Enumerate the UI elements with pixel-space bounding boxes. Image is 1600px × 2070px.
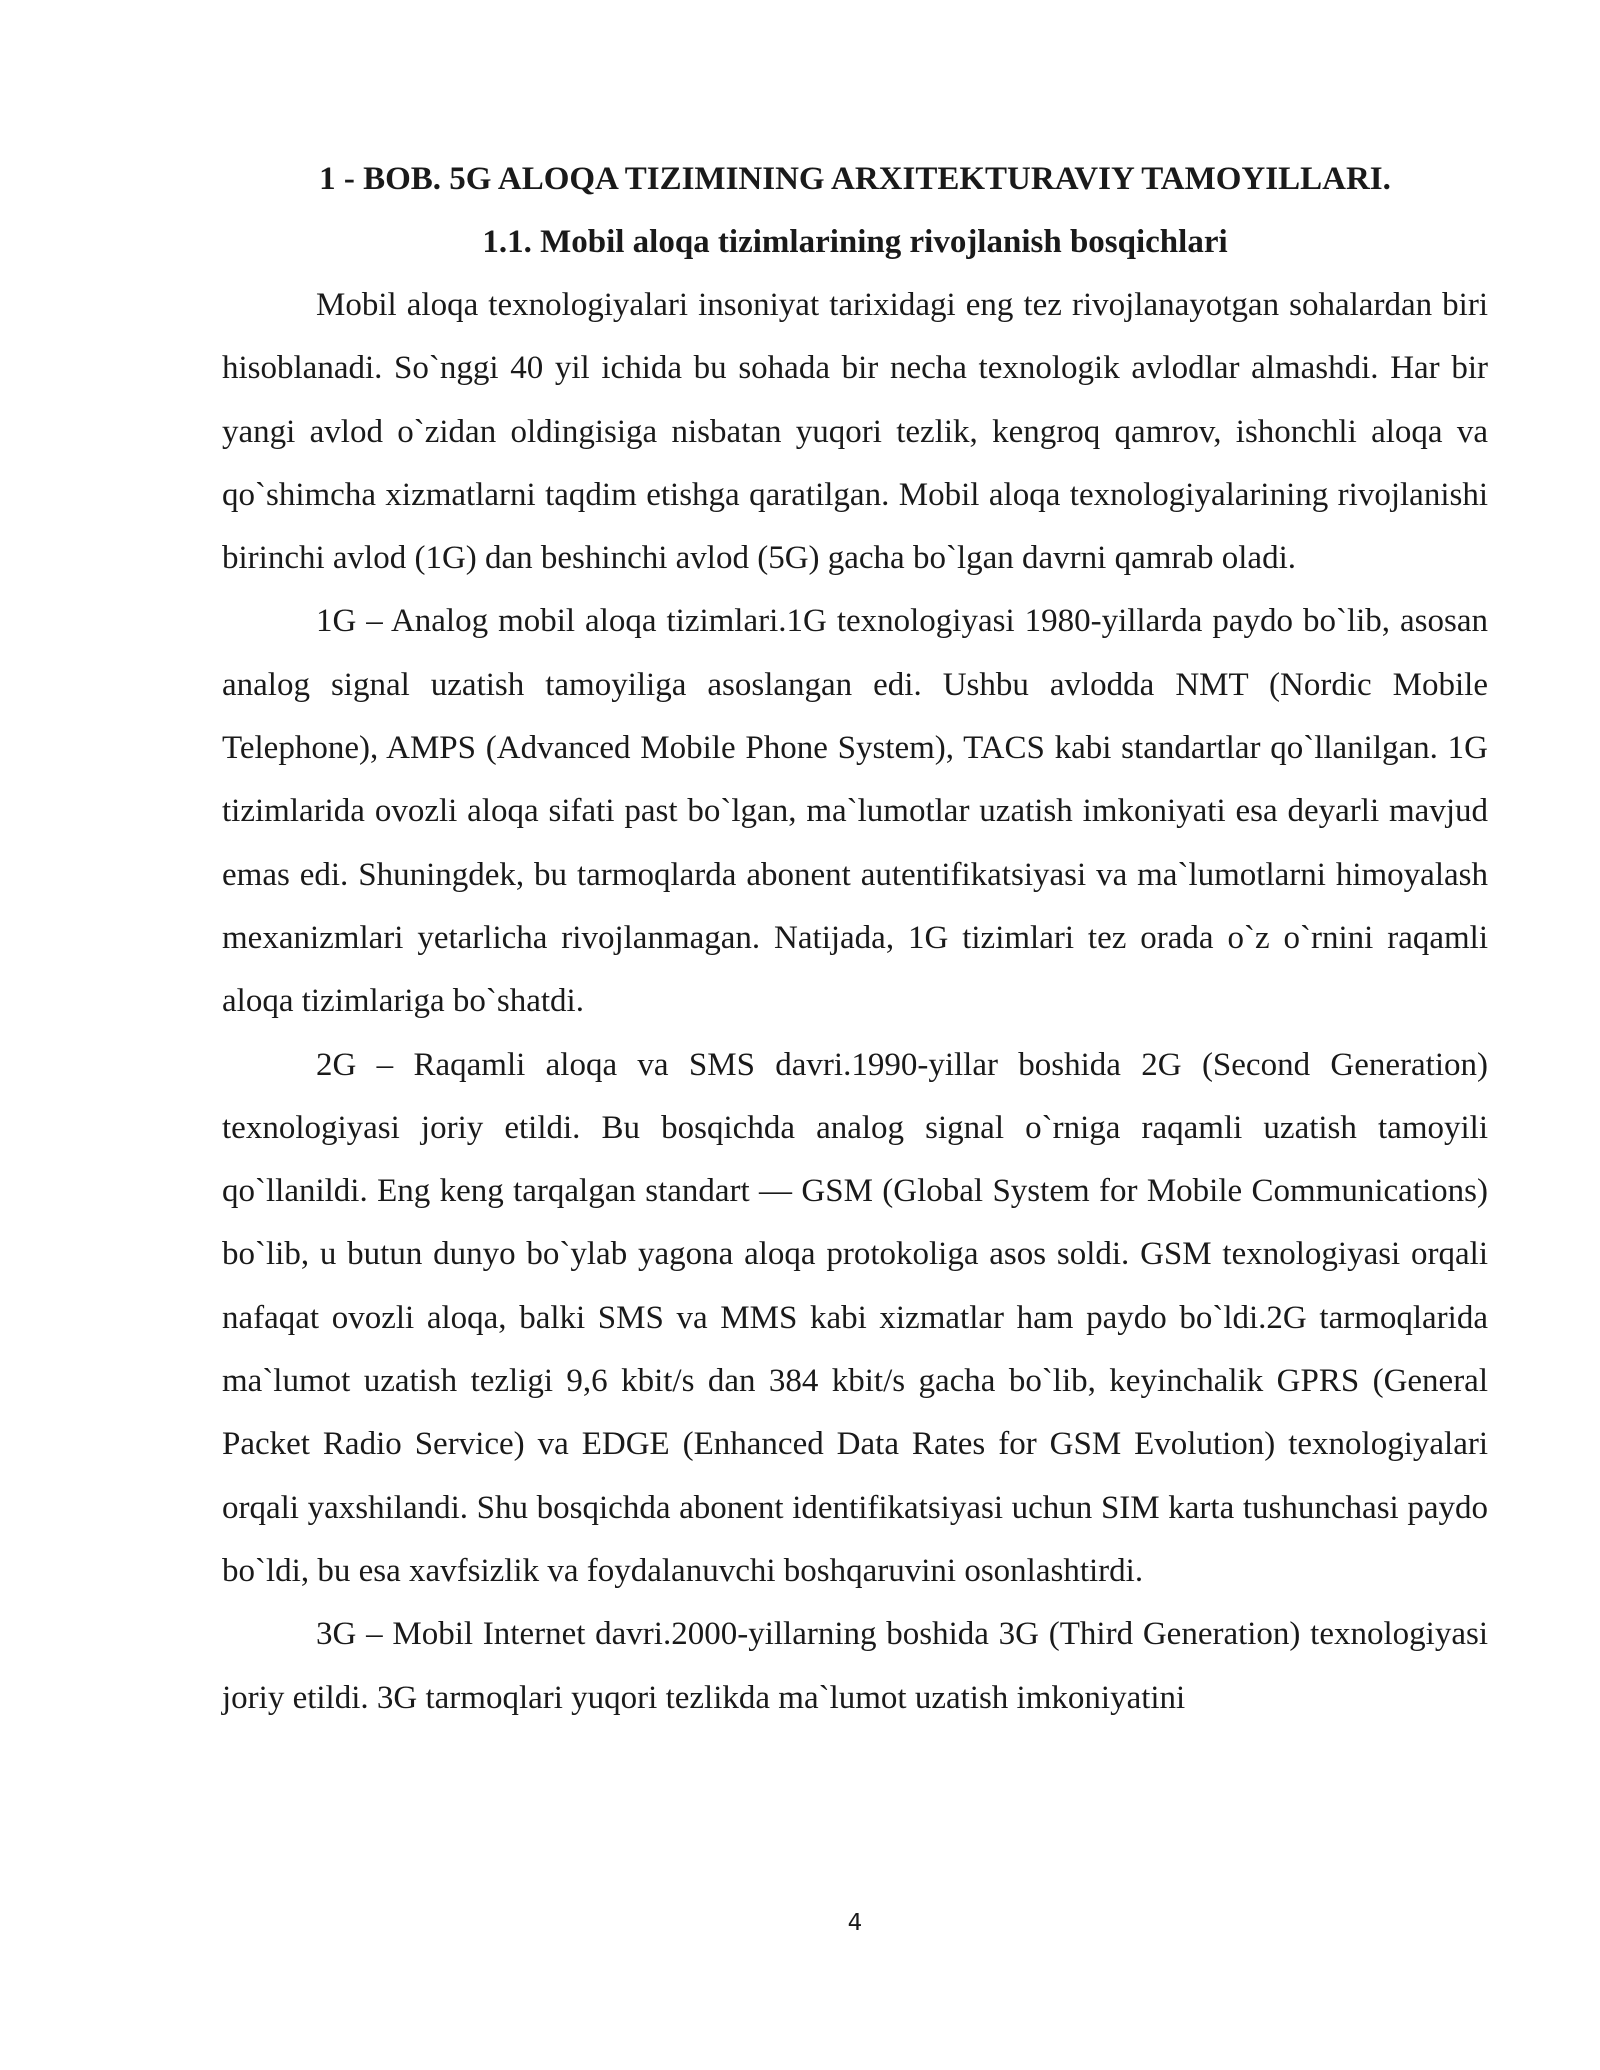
section-title: 1.1. Mobil aloqa tizimlarining rivojlanish bosqichlari — [482, 224, 1228, 260]
page-content — [222, 148, 1488, 1730]
paragraph-intro: Mobil aloqa texnologiyalari insoniyat tarixidagi eng tez rivojlanayotgan sohalardan biri hisoblanadi. So`nggi 40 yil ichida bu sohada bir necha texnologik avlodlar almashdi. Har bir yangi avlod o`zidan oldingisiga nisbatan yuqori tezlik, kengroq qamrov, ishonchli aloqa va qo`shimcha xizmatlarni taqdim etishga qaratilgan. Mobil aloqa texnologiyalarining rivojlanishi birinchi avlod (1G) dan beshinchi avlod (5G) gacha bo`lgan davrni qamrab oladi. — [222, 287, 1488, 577]
paragraph-2g: 2G – Raqamli aloqa va SMS davri.1990-yillar boshida 2G (Second Generation) texnologiyasi joriy etildi. Bu bosqichda analog signal o`rniga raqamli uzatish tamoyili qo`llanildi. Eng keng tarqalgan standart — GSM (Global System for Mobile Communications) bo`lib, u butun dunyo bo`ylab yagona aloqa protokoliga asos soldi. GSM texnologiyasi orqali nafaqat ovozli aloqa, balki SMS va MMS kabi xizmatlar ham paydo bo`ldi.2G tarmoqlarida ma`lumot uzatish tezligi 9,6 kbit/s dan 384 kbit/s gacha bo`lib, keyinchalik GPRS (General Packet Radio Service) va EDGE (Enhanced Data Rates for GSM Evolution) texnologiyalari orqali yaxshilandi. Shu bosqichda abonent identifikatsiyasi uchun SIM karta tushunchasi paydo bo`ldi, bu esa xavfsizlik va foydalanuvchi boshqaruvini osonlashtirdi. — [222, 1046, 1488, 1589]
page-number: 4 — [847, 1910, 863, 1936]
paragraph-1g: 1G – Analog mobil aloqa tizimlari.1G texnologiyasi 1980-yillarda paydo bo`lib, asosan analog signal uzatish tamoyiliga asoslangan edi. Ushbu avlodda NMT (Nordic Mobile Telephone), AMPS (Advanced Mobile Phone System), TACS kabi standartlar qo`llanilgan. 1G tizimlarida ovozli aloqa sifati past bo`lgan, ma`lumotlar uzatish imkoniyati esa deyarli mavjud emas edi. Shuningdek, bu tarmoqlarda abonent autentifikatsiyasi va ma`lumotlarni himoyalash mexanizmlari yetarlicha rivojlanmagan. Natijada, 1G tizimlari tez orada o`z o`rnini raqamli aloqa tizimlariga bo`shatdi. — [222, 603, 1488, 1020]
chapter-title: 1 - BOB. 5G ALOQA TIZIMINING ARXITEKTURAVIY TAMOYILLARI. — [319, 161, 1391, 197]
paragraph-3g: 3G – Mobil Internet davri.2000-yillarning boshida 3G (Third Generation) texnologiyasi joriy etildi. 3G tarmoqlari yuqori tezlikda ma`lumot uzatish imkoniyatini — [222, 1616, 1488, 1716]
